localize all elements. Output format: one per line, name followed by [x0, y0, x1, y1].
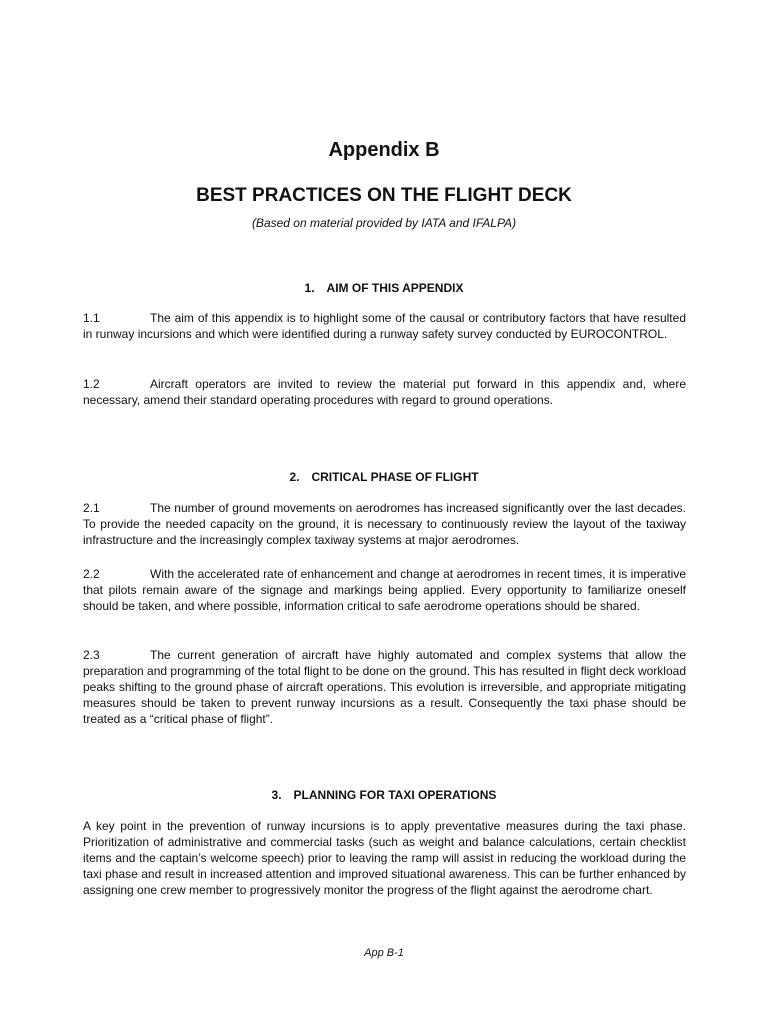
paragraph-2-3 — [83, 647, 686, 727]
paragraph-2-1 — [83, 500, 686, 548]
paragraph-1-2 — [83, 376, 686, 408]
section-title: AIM OF THIS APPENDIX — [326, 281, 464, 295]
paragraph-text: With the accelerated rate of enhancement and change at aerodromes in recent times, it is imperative that pilots remain aware of the signage and markings being applied. Every opportunity to familiarize oneself should be taken, and where possible, information critical to safe aerodrome operations should be shared. — [83, 567, 686, 613]
paragraph-text: The number of ground movements on aerodromes has increased significantly over the last decades. To provide the needed capacity on the ground, it is necessary to continuously review the layout of the taxiway infrastructure and the increasingly complex taxiway systems at major aerodromes. — [83, 501, 686, 547]
paragraph-number: 2.2 — [83, 567, 100, 581]
paragraph-number: 1.1 — [83, 311, 100, 325]
paragraph-3 — [83, 818, 686, 898]
paragraph-text: The aim of this appendix is to highlight some of the causal or contributory factors that have resulted in runway incursions and which were identified during a runway safety survey conducted by EUROCONTROL. — [83, 311, 686, 341]
section-heading-critical-phase — [0, 470, 768, 484]
paragraph-1-1 — [83, 310, 686, 342]
paragraph-2-2 — [83, 566, 686, 614]
page-footer: App B-1 — [364, 947, 404, 959]
paragraph-number: 1.2 — [83, 377, 100, 391]
section-heading-aim — [0, 281, 768, 295]
paragraph-text: The current generation of aircraft have highly automated and complex systems that allow the preparation and programming of the total flight to be done on the ground. This has resulted in flight deck workload peaks shifting to the ground phase of aircraft operations. This evolution is irreversible, and appropriate mitigating measures should be taken to prevent runway incursions as a result. Consequently the taxi phase should be treated as a “critical phase of flight”. — [83, 648, 686, 726]
paragraph-number: 2.1 — [83, 501, 100, 515]
section-title: PLANNING FOR TAXI OPERATIONS — [293, 788, 497, 802]
section-number: 1. — [304, 281, 315, 295]
main-title: BEST PRACTICES ON THE FLIGHT DECK — [196, 185, 572, 206]
paragraph-text: A key point in the prevention of runway incursions is to apply preventative measures during the taxi phase. Prioritization of administrative and commercial tasks (such as weight and balance calculations, certain checklist items and the captain’s welcome speech) prior to leaving the ramp will assist in reducing the workload during the taxi phase and result in increased attention and improved situational awareness. This can be further enhanced by assigning one crew member to progressively monitor the progress of the flight against the aerodrome chart. — [83, 819, 686, 897]
appendix-title: Appendix B — [328, 139, 440, 161]
section-heading-taxi-planning — [0, 788, 768, 802]
section-title: CRITICAL PHASE OF FLIGHT — [311, 470, 479, 484]
subtitle: (Based on material provided by IATA and IFALPA) — [251, 216, 517, 230]
paragraph-number: 2.3 — [83, 648, 100, 662]
paragraph-text: Aircraft operators are invited to review the material put forward in this appendix and, where necessary, amend their standard operating procedures with regard to ground operations. — [83, 377, 686, 407]
section-number: 2. — [289, 470, 300, 484]
section-number: 3. — [271, 788, 282, 802]
